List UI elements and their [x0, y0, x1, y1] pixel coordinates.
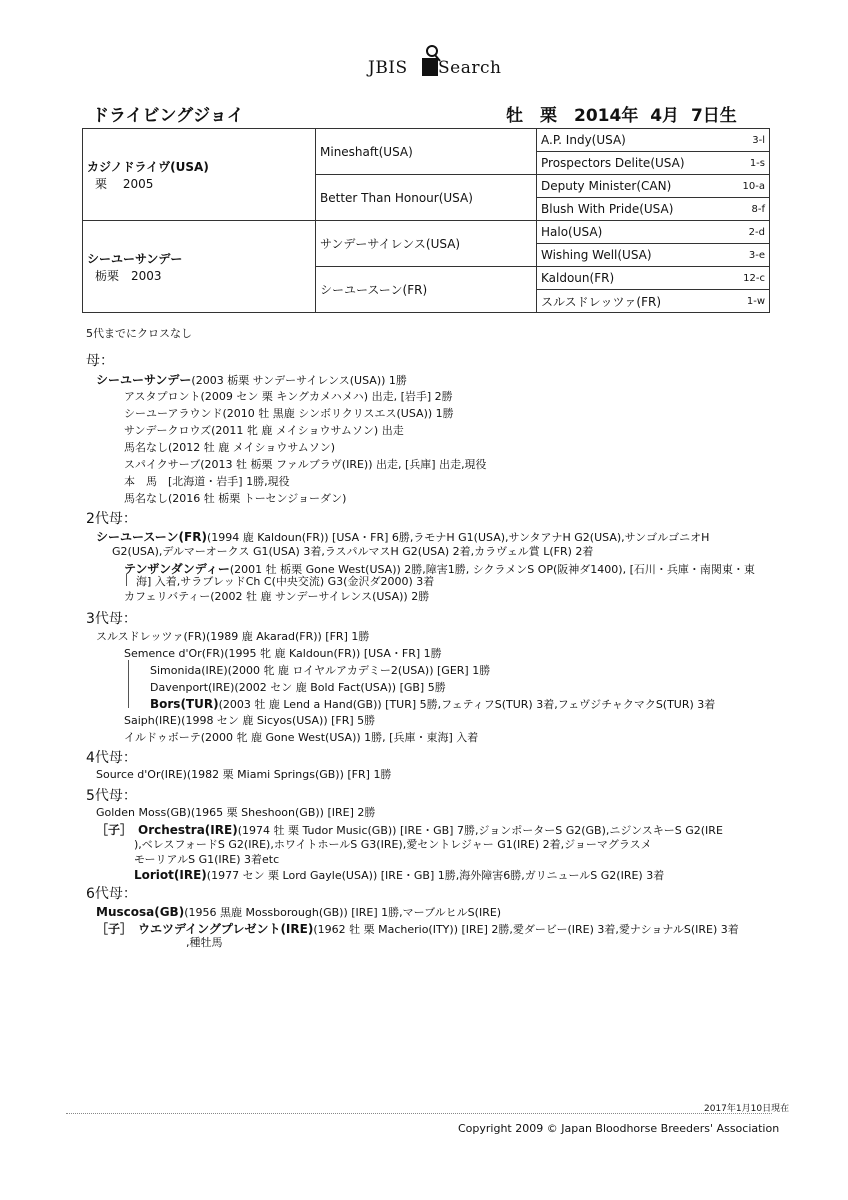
pedigree-entry: シーユースーン(FR)(1994 鹿 Kaldoun(FR)) [USA・FR] 6勝,ラモナH G1(USA),サンタアナH G2(USA),サンゴルゴニオH [96, 530, 710, 544]
pedigree-entry: Saiph(IRE)(1998 セン 鹿 Sicyos(USA)) [FR] 5勝 [124, 714, 376, 727]
jbis-search-logo [368, 44, 502, 84]
copyright: Copyright 2009 © Japan Bloodhorse Breeders' Association [458, 1122, 780, 1135]
horse-name: ドライビングジョイ [92, 106, 244, 126]
section-g3: 3代母： [86, 611, 137, 627]
section-dam: 母： [86, 353, 114, 369]
pedigree-entry: サンデークロウズ(2011 牝 鹿 メイショウサムソン) 出走 [124, 424, 404, 437]
section-g4: 4代母： [86, 750, 137, 766]
logo-search-text: Search [438, 58, 502, 78]
pedigree-entry: Semence d'Or(FR)(1995 牝 鹿 Kaldoun(FR)) [USA・FR] 1勝 [124, 647, 442, 660]
horse-meta: 牡 栗 2014年 4月 7日生 [506, 106, 737, 126]
pedigree-entry: ),ベレスフォードS G2(IRE),ホワイトホールS G3(IRE),愛セントレジャー G1(IRE) 2着,ジョーマグラスメ [134, 838, 652, 851]
pedigree-entry: G2(USA),デルマーオークス G1(USA) 3着,ラスパルマスH G2(USA) 2着,カラヴェル賞 L(FR) 2着 [112, 545, 594, 558]
pedigree-entry: Golden Moss(GB)(1965 栗 Sheshoon(GB)) [IRE] 2勝 [96, 806, 376, 819]
pedigree-entry: イルドゥボーテ(2000 牝 鹿 Gone West(USA)) 1勝, [兵庫・東海] 入着 [124, 731, 479, 744]
sire-sire-cell: Mineshaft(USA) [316, 129, 537, 175]
dam-name: シーユーサンデー [87, 251, 183, 266]
cross-note: 5代までにクロスなし [86, 327, 192, 340]
ancestor-name: A.P. Indy(USA) [537, 129, 732, 152]
logo-jbis-text: JBIS [368, 58, 408, 78]
section-g5: 5代母： [86, 788, 137, 804]
sire-info: 栗 2005 [95, 176, 154, 191]
family-number: 1-s [731, 152, 770, 175]
family-number: 8-f [731, 198, 770, 221]
sire-name: カジノドライヴ(USA) [87, 159, 209, 174]
ancestor-name: Blush With Pride(USA) [537, 198, 732, 221]
pedigree-entry: 本 馬 [北海道・岩手] 1勝,現役 [124, 475, 290, 488]
ancestor-name: スルスドレッツァ(FR) [537, 290, 732, 313]
dam-dam-cell: シーユースーン(FR) [316, 267, 537, 313]
ancestor-name: Deputy Minister(CAN) [537, 175, 732, 198]
pedigree-entry: スパイクサーブ(2013 牡 栃栗 ファルブラヴ(IRE)) 出走, [兵庫] 出走,現役 [124, 458, 487, 471]
section-g6: 6代母： [86, 886, 137, 902]
pedigree-entry: シーユーアラウンド(2010 牡 黒鹿 シンボリクリスエス(USA)) 1勝 [124, 407, 454, 420]
pedigree-entry: 海] 入着,サラブレッドCh C(中央交流) G3(金沢ダ2000) 3着 [136, 575, 435, 588]
as-of-date: 2017年1月10日現在 [704, 1104, 790, 1114]
ancestor-name: Halo(USA) [537, 221, 732, 244]
family-number: 3-l [731, 129, 770, 152]
tree-line [126, 574, 127, 586]
sire-dam-cell: Better Than Honour(USA) [316, 175, 537, 221]
pedigree-table [82, 128, 770, 313]
pedigree-entry: Davenport(IRE)(2002 セン 鹿 Bold Fact(USA)) [GB] 5勝 [150, 681, 446, 694]
pedigree-entry: Bors(TUR)(2003 牡 鹿 Lend a Hand(GB)) [TUR] 5勝,フェティフS(TUR) 3着,フェヴジチャクマクS(TUR) 3着 [150, 697, 716, 711]
pedigree-entry: Source d'Or(IRE)(1982 栗 Miami Springs(GB)) [FR] 1勝 [96, 768, 392, 781]
pedigree-entry: ［子］ ウエツデイングプレゼント(IRE)(1962 牡 栗 Macherio(ITY)) [IRE] 2勝,愛ダービー(IRE) 3着,愛ナショナルS(IRE) 3着 [96, 922, 739, 936]
pedigree-entry: モーリアルS G1(IRE) 3着etc [134, 853, 280, 866]
pedigree-entry: ［子］ Orchestra(IRE)(1974 牡 栗 Tudor Music(GB)) [IRE・GB] 7勝,ジョンポーターS G2(GB),ニジンスキーS G2(IRE [96, 823, 723, 837]
family-number: 3-e [731, 244, 770, 267]
family-number: 12-c [731, 267, 770, 290]
pedigree-entry: カフェリバティー(2002 牡 鹿 サンデーサイレンス(USA)) 2勝 [124, 590, 430, 603]
family-number: 2-d [731, 221, 770, 244]
pedigree-entry: Muscosa(GB)(1956 黒鹿 Mossborough(GB)) [IRE] 1勝,マーブルヒルS(IRE) [96, 905, 502, 919]
family-number: 10-a [731, 175, 770, 198]
pedigree-entry: ,種牡馬 [186, 936, 223, 949]
footer-divider [66, 1113, 772, 1114]
ancestor-name: Kaldoun(FR) [537, 267, 732, 290]
pedigree-entry: アスタプロント(2009 セン 栗 キングカメハメハ) 出走, [岩手] 2勝 [124, 390, 453, 403]
family-number: 1-w [731, 290, 770, 313]
pedigree-entry: 馬名なし(2012 牡 鹿 メイショウサムソン) [124, 441, 336, 454]
pedigree-entry: Loriot(IRE)(1977 セン 栗 Lord Gayle(USA)) [IRE・GB] 1勝,海外障害6勝,ガリニュールS G2(IRE) 3着 [134, 868, 665, 882]
pedigree-entry: テンザンダンディー(2001 牡 栃栗 Gone West(USA)) 2勝,障害1勝, シクラメンS OP(阪神ダ1400), [石川・兵庫・南関東・東 [124, 562, 755, 576]
ancestor-name: Prospectors Delite(USA) [537, 152, 732, 175]
tree-line [128, 660, 129, 708]
pedigree-entry: Simonida(IRE)(2000 牝 鹿 ロイヤルアカデミー2(USA)) [GER] 1勝 [150, 664, 491, 677]
sire-cell [83, 129, 316, 221]
ancestor-name: Wishing Well(USA) [537, 244, 732, 267]
pedigree-entry: 馬名なし(2016 牡 栃栗 トーセンジョーダン) [124, 492, 347, 505]
horse-title-row [82, 99, 762, 127]
dam-cell [83, 221, 316, 313]
dam-info: 栃栗 2003 [95, 268, 162, 283]
section-g2: 2代母： [86, 511, 137, 527]
pedigree-entry: シーユーサンデー(2003 栃栗 サンデーサイレンス(USA)) 1勝 [96, 373, 407, 387]
pedigree-entry: スルスドレッツァ(FR)(1989 鹿 Akarad(FR)) [FR] 1勝 [96, 630, 370, 643]
dam-sire-cell: サンデーサイレンス(USA) [316, 221, 537, 267]
